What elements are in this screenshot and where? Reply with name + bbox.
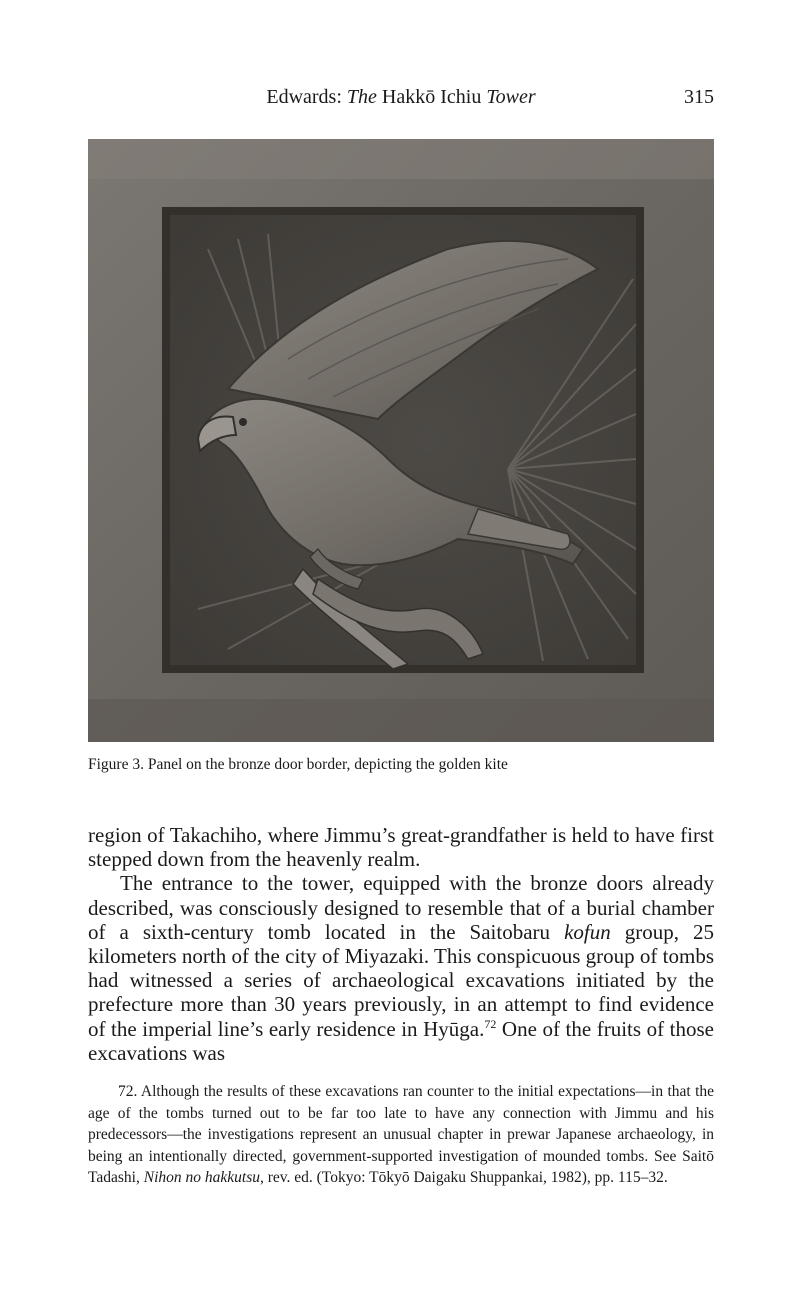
paragraph-text: group, 25 kilometers north of the city of Miyazaki. This conspicuous group of tombs had witnessed a series of archaeological excavations initiated by the prefecture more than 30 years previously, in an attempt to find evidence of the imperial line’s early residence in Hyūga. xyxy=(88,919,715,1041)
footnote-text-part: rev. ed. (Tokyo: Tōkyō Daigaku Shuppankai, 1982), pp. 115–32. xyxy=(267,1169,668,1186)
paragraph xyxy=(88,871,714,1065)
bronze-panel-illustration xyxy=(88,139,714,742)
term-kofun: kofun xyxy=(564,919,611,944)
page-number: 315 xyxy=(684,86,714,108)
running-title xyxy=(88,86,714,109)
footnote xyxy=(88,1081,714,1189)
running-title-name: Hakkō Ichiu xyxy=(381,86,482,108)
footnote-text-part: 72. Although the results of these excavations ran counter to the initial expectations—in that the age of the tombs turned out to be far too late to have any connection with Jimmu and his predecessors—the investigations represent an unusual chapter in prewar Japanese archaeology, in being an intentionally directed, government-supported investigation of mounded tombs. See Saitō Tadashi, xyxy=(88,1083,714,1186)
running-title-author: Edwards: xyxy=(266,86,342,108)
running-title-the: The xyxy=(346,86,377,108)
figure-photo xyxy=(88,139,714,742)
running-title-tower: Tower xyxy=(486,86,536,108)
kite-eye xyxy=(239,418,247,426)
paragraph: region of Takachiho, where Jimmu’s great-grandfather is held to have first stepped down from the heavenly realm. xyxy=(88,823,714,872)
paragraph-text: The entrance to the tower, equipped with the bronze doors already described, was consciously designed to resemble that of a burial chamber of a sixth-century tomb located in the Saitobaru xyxy=(88,871,714,944)
footnote-text xyxy=(88,1081,714,1189)
footnote-book-title: Nihon no hakkutsu, xyxy=(143,1169,264,1186)
body-text xyxy=(88,823,714,1065)
paragraph-text: One of the fruits of those excavations was xyxy=(88,1016,714,1065)
footnote-reference[interactable]: 72 xyxy=(484,1016,497,1031)
running-head xyxy=(88,86,714,114)
figure-caption: Figure 3. Panel on the bronze door border, depicting the golden kite xyxy=(88,756,508,773)
